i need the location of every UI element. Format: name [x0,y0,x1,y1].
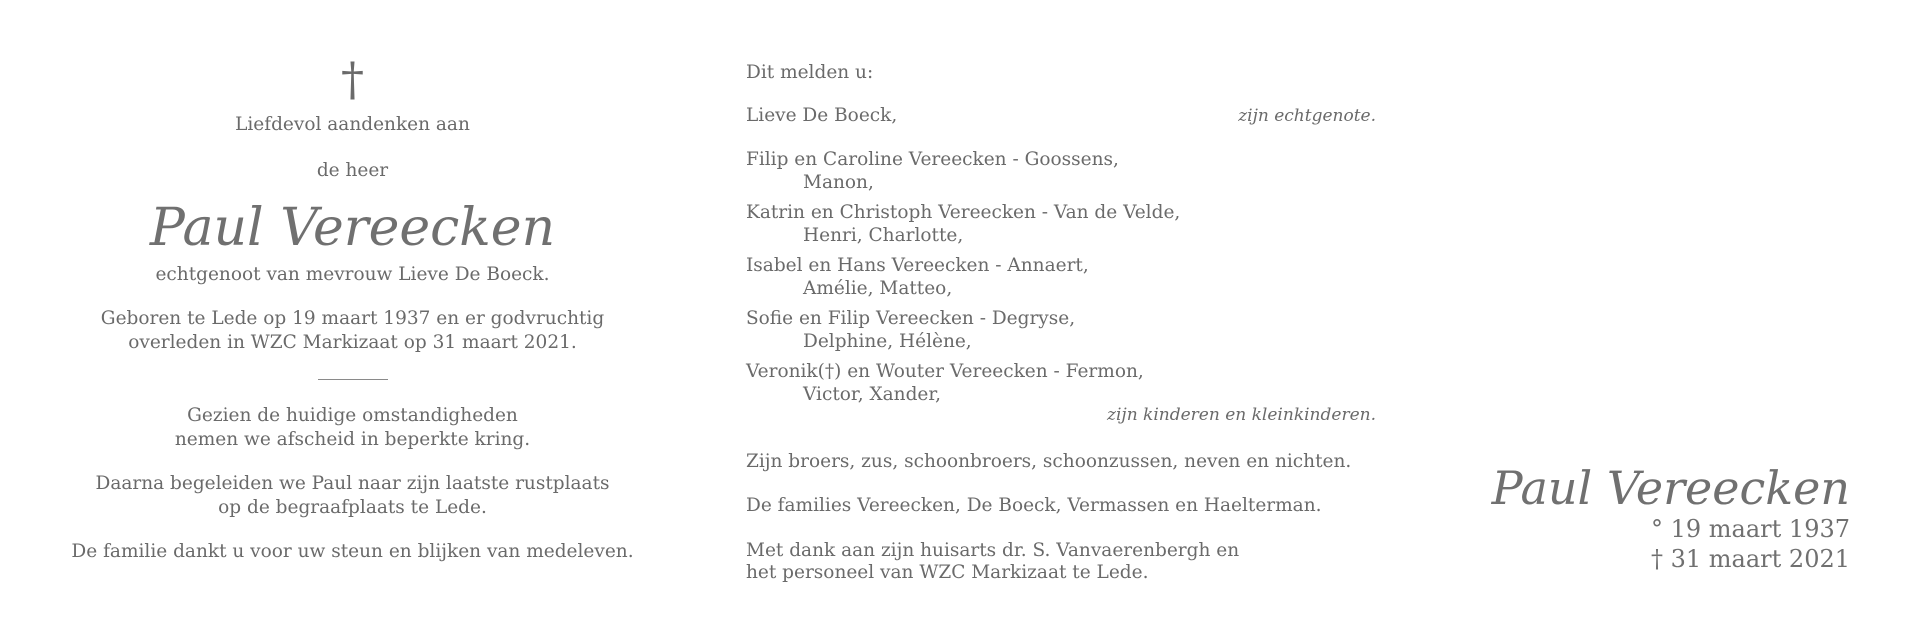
spouse-row [746,105,1376,128]
children-note: zijn kinderen en kleinkinderen. [1107,405,1376,425]
cross-icon: † [341,52,364,106]
burial-line-1: Daarna begeleiden we Paul naar zijn laatste rustplaats [95,473,610,494]
family-entry [746,361,1376,406]
family-entry [746,149,1376,194]
announcement-heading: Dit melden u: [746,62,874,83]
family-entry [746,202,1376,247]
spouse-note: zijn echtgenote. [1238,105,1376,126]
birth-line-2: overleden in WZC Markizaat op 31 maart 2021. [128,332,577,353]
deceased-name-small: Paul Vereecken [1491,461,1850,515]
birth-date: ° 19 maart 1937 [1651,515,1850,543]
thanks-line-1: Met dank aan zijn huisarts dr. S. Vanvaerenbergh en [746,539,1240,561]
thanks-line-2: het personeel van WZC Markizaat te Lede. [746,562,1149,583]
deceased-name: Paul Vereecken [149,198,556,258]
name-block [1492,462,1850,574]
family-grandchildren: Delphine, Hélène, [803,330,972,352]
separator-line [318,379,388,380]
left-panel [55,52,650,564]
siblings-line: Zijn broers, zus, schoonbroers, schoonzussen, neven en nichten. [746,450,1352,472]
family-entry [746,255,1376,300]
family-grandchildren: Henri, Charlotte, [803,224,964,246]
family-grandchildren: Victor, Xander, [803,383,942,405]
spouse-line: echtgenoot van mevrouw Lieve De Boeck. [155,264,550,285]
family-entry [746,308,1376,353]
thanks-line: De familie dankt u voor uw steun en blijken van medeleven. [71,541,634,562]
family-parents: Isabel en Hans Vereecken - Annaert, [746,255,1089,276]
intro-text: Liefdevol aandenken aan [235,114,470,135]
family-grandchildren: Amélie, Matteo, [803,277,953,299]
family-parents: Sofie en Filip Vereecken - Degryse, [746,308,1076,329]
family-parents: Veronik(†) en Wouter Vereecken - Fermon, [746,361,1144,382]
title-text: de heer [316,160,389,181]
spouse-name: Lieve De Boeck, [746,104,898,126]
death-date: † 31 maart 2021 [1651,545,1850,573]
families-line: De families Vereecken, De Boeck, Vermassen en Haelterman. [746,495,1322,516]
circumstance-line-1: Gezien de huidige omstandigheden [187,405,518,426]
announcement-panel [746,62,1376,585]
family-grandchildren: Manon, [803,171,874,193]
birth-line-1: Geboren te Lede op 19 maart 1937 en er godvruchtig [100,308,605,329]
circumstance-line-2: nemen we afscheid in beperkte kring. [174,429,531,450]
burial-line-2: op de begraafplaats te Lede. [218,497,487,518]
family-parents: Katrin en Christoph Vereecken - Van de Velde, [746,202,1181,223]
family-parents: Filip en Caroline Vereecken - Goossens, [746,149,1119,170]
